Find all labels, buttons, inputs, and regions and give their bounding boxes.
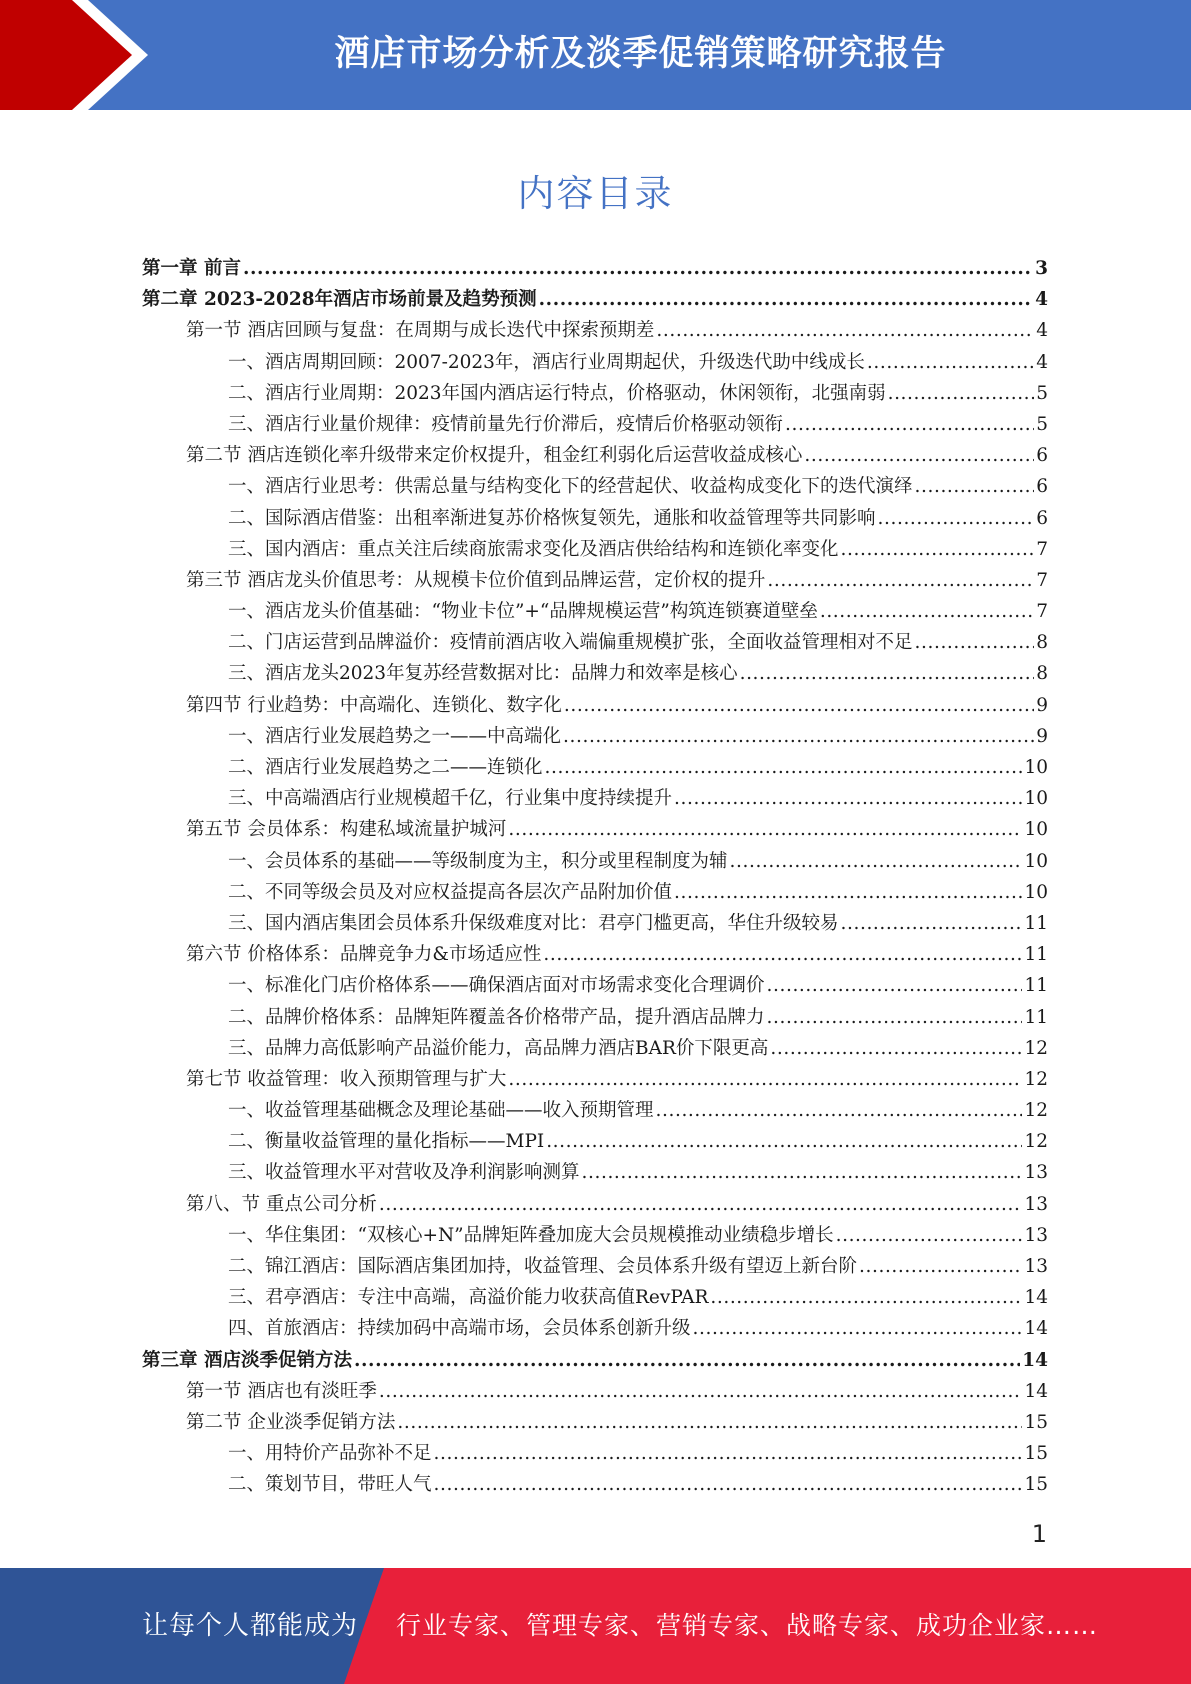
toc-entry-page: 13 — [1024, 1193, 1048, 1215]
toc-entry-page: 13 — [1024, 1256, 1048, 1277]
toc-entry-page: 10 — [1024, 881, 1048, 903]
toc-entry-title: 二、策划节目，带旺人气 — [228, 1474, 432, 1496]
toc-entry[interactable] — [142, 1314, 1048, 1345]
dot-leader — [674, 788, 1022, 809]
dot-leader — [508, 1069, 1022, 1090]
toc-entry-title: 三、酒店行业量价规律：疫情前量先行价滞后，疫情后价格驱动领衔 — [228, 413, 784, 435]
toc-heading: 内容目录 — [517, 172, 674, 215]
toc-entry-title: 二、衡量收益管理的量化指标——MPI — [228, 1131, 545, 1153]
toc-entry[interactable] — [142, 285, 1048, 316]
footer-slogan-left: 让每个人都能成为 — [142, 1611, 359, 1641]
toc-entry-page: 7 — [1036, 538, 1048, 560]
toc-entry-title: 第一节 酒店回顾与复盘：在周期与成长迭代中探索预期差 — [186, 320, 655, 342]
toc-entry-page: 11 — [1024, 1006, 1048, 1028]
toc-entry-page: 15 — [1024, 1411, 1048, 1433]
arrow-decoration-icon — [0, 0, 160, 110]
toc-entry[interactable] — [142, 410, 1048, 441]
toc-entry[interactable] — [142, 348, 1048, 379]
toc-entry-page: 12 — [1024, 1037, 1048, 1059]
toc-entry-page: 5 — [1036, 413, 1048, 435]
toc-entry[interactable] — [142, 441, 1048, 472]
toc-entry-title: 二、国际酒店借鉴：出租率渐进复苏价格恢复领先，通胀和收益管理等共同影响 — [228, 507, 876, 529]
toc-entry-page: 10 — [1024, 788, 1048, 810]
dot-leader — [508, 819, 1022, 840]
dot-leader — [563, 726, 1034, 747]
dot-leader — [888, 383, 1035, 404]
toc-entry[interactable] — [142, 1470, 1048, 1501]
toc-entry-page: 12 — [1024, 1068, 1048, 1090]
toc-entry[interactable] — [142, 753, 1048, 784]
toc-entry-page: 12 — [1024, 1100, 1048, 1122]
toc-entry-title: 三、酒店龙头2023年复苏经营数据对比：品牌力和效率是核心 — [228, 663, 738, 685]
toc-entry-title: 一、酒店龙头价值基础：“物业卡位”+“品牌规模运营”构筑连锁赛道壁垒 — [228, 601, 818, 623]
toc-entry[interactable] — [142, 1439, 1048, 1470]
toc-entry[interactable] — [142, 659, 1048, 690]
toc-entry[interactable] — [142, 504, 1048, 535]
toc-entry[interactable] — [142, 1408, 1048, 1439]
footer-banner — [0, 1568, 1191, 1684]
toc-entry-title: 第二节 企业淡季促销方法 — [186, 1411, 396, 1433]
toc-entry-title: 三、君亭酒店：专注中高端，高溢价能力收获高值RevPAR — [228, 1287, 709, 1309]
toc-entry-page: 13 — [1024, 1224, 1048, 1246]
toc-entry-page: 3 — [1035, 258, 1048, 279]
dot-leader — [915, 632, 1035, 653]
toc-entry[interactable] — [142, 1283, 1048, 1314]
toc-entry-title: 二、酒店行业周期：2023年国内酒店运行特点，价格驱动，休闲领衔，北强南弱 — [228, 382, 886, 404]
toc-entry-title: 一、收益管理基础概念及理论基础——收入预期管理 — [228, 1100, 654, 1122]
toc-entry-page: 7 — [1036, 569, 1048, 591]
toc-entry-page: 14 — [1022, 1349, 1048, 1371]
toc-entry-page: 13 — [1024, 1162, 1048, 1184]
toc-entry-title: 三、国内酒店：重点关注后续商旅需求变化及酒店供给结构和连锁化率变化 — [228, 538, 839, 560]
toc-entry-title: 二、不同等级会员及对应权益提高各层次产品附加价值 — [228, 881, 673, 903]
toc-entry-title: 第二章 2023-2028年酒店市场前景及趋势预测 — [142, 289, 537, 311]
report-title: 酒店市场分析及淡季促销策略研究报告 — [334, 34, 947, 74]
toc-entry-title: 第四节 行业趋势：中高端化、连锁化、数字化 — [186, 694, 562, 716]
toc-entry[interactable] — [142, 1190, 1048, 1221]
toc-entry-title: 第七节 收益管理：收入预期管理与扩大 — [186, 1068, 507, 1090]
dot-leader — [804, 445, 1034, 466]
toc-entry-page: 6 — [1036, 507, 1048, 529]
dot-leader — [915, 476, 1035, 497]
toc-entry[interactable] — [142, 316, 1048, 347]
toc-entry[interactable] — [142, 1034, 1048, 1065]
toc-entry-page: 6 — [1036, 476, 1048, 498]
toc-entry-title: 二、品牌价格体系：品牌矩阵覆盖各价格带产品，提升酒店品牌力 — [228, 1006, 765, 1028]
toc-entry[interactable] — [142, 1221, 1048, 1252]
dot-leader — [770, 1038, 1022, 1059]
toc-entry-title: 第三节 酒店龙头价值思考：从规模卡位价值到品牌运营，定价权的提升 — [186, 569, 766, 591]
toc-entry[interactable] — [142, 379, 1048, 410]
dot-leader — [354, 1350, 1020, 1371]
dot-leader — [693, 1318, 1023, 1339]
toc-entry-title: 二、酒店行业发展趋势之二——连锁化 — [228, 757, 543, 778]
toc-entry[interactable] — [142, 878, 1048, 909]
toc-entry[interactable] — [142, 628, 1048, 659]
toc-entry-title: 第一章 前言 — [142, 258, 241, 279]
dot-leader — [543, 944, 1022, 965]
dot-leader — [867, 352, 1034, 373]
toc-entry-title: 三、品牌力高低影响产品溢价能力，高品牌力酒店BAR价下限更高 — [228, 1037, 769, 1059]
toc-entry-page: 7 — [1036, 601, 1048, 623]
dot-leader — [434, 1443, 1023, 1464]
toc-entry-title: 第五节 会员体系：构建私域流量护城河 — [186, 819, 507, 841]
dot-leader — [434, 1474, 1023, 1495]
toc-entry[interactable] — [142, 784, 1048, 815]
toc-entry-title: 一、会员体系的基础——等级制度为主，积分或里程制度为辅 — [228, 850, 728, 872]
page-number: 1 — [1031, 1520, 1047, 1548]
toc-entry-title: 二、锦江酒店：国际酒店集团加持，收益管理、会员体系升级有望迈上新台阶 — [228, 1256, 858, 1277]
toc-entry[interactable] — [142, 1158, 1048, 1189]
toc-entry-page: 10 — [1024, 819, 1048, 841]
dot-leader — [379, 1381, 1023, 1402]
toc-entry[interactable] — [142, 722, 1048, 753]
toc-entry-page: 9 — [1036, 694, 1048, 716]
dot-leader — [878, 508, 1035, 529]
dot-leader — [243, 258, 1033, 279]
toc-entry[interactable] — [142, 566, 1048, 597]
toc-entry-page: 14 — [1024, 1287, 1048, 1309]
toc-entry-title: 一、用特价产品弥补不足 — [228, 1443, 432, 1465]
dot-leader — [397, 1412, 1022, 1433]
toc-entry-page: 8 — [1036, 663, 1048, 685]
toc-entry-title: 二、门店运营到品牌溢价：疫情前酒店收入端偏重规模扩张，全面收益管理相对不足 — [228, 632, 913, 654]
dot-leader — [546, 1131, 1022, 1152]
toc-entry[interactable] — [142, 535, 1048, 566]
toc-entry-title: 第六节 价格体系：品牌竞争力&市场适应性 — [186, 944, 542, 966]
toc-entry-page: 4 — [1035, 289, 1048, 311]
toc-entry-title: 一、酒店周期回顾：2007-2023年，酒店行业周期起伏，升级迭代助中线成长 — [228, 351, 865, 373]
dot-leader — [785, 414, 1034, 435]
dot-leader — [564, 695, 1034, 716]
toc-entry-page: 8 — [1036, 632, 1048, 654]
dot-leader — [767, 1007, 1023, 1028]
toc-entry[interactable] — [142, 472, 1048, 503]
toc-entry[interactable] — [142, 597, 1048, 628]
toc-entry-page: 4 — [1036, 320, 1048, 342]
toc-entry[interactable] — [142, 1346, 1048, 1377]
toc-entry[interactable] — [142, 940, 1048, 971]
dot-leader — [820, 601, 1034, 622]
toc-entry-page: 10 — [1024, 757, 1048, 778]
toc-entry-page: 11 — [1024, 975, 1048, 997]
toc-entry-title: 第三章 酒店淡季促销方法 — [142, 1349, 352, 1371]
dot-leader — [740, 663, 1035, 684]
dot-leader — [674, 882, 1022, 903]
toc-entry-title: 一、酒店行业发展趋势之一——中高端化 — [228, 725, 562, 747]
toc-entry-page: 11 — [1024, 944, 1048, 966]
toc-entry-title: 第一节 酒店也有淡旺季 — [186, 1380, 377, 1402]
dot-leader — [379, 1194, 1023, 1215]
toc-entry-title: 一、标准化门店价格体系——确保酒店面对市场需求变化合理调价 — [228, 975, 765, 997]
dot-leader — [545, 757, 1023, 778]
toc-entry-page: 9 — [1036, 725, 1048, 747]
toc-entry-title: 第八、节 重点公司分析 — [186, 1193, 377, 1215]
toc-entry[interactable] — [142, 1252, 1048, 1283]
toc-entry-page: 14 — [1024, 1380, 1048, 1402]
dot-leader — [730, 851, 1023, 872]
toc-entry-title: 第二节 酒店连锁化率升级带来定价权提升，租金红利弱化后运营收益成核心 — [186, 445, 803, 467]
toc-entry-title: 三、收益管理水平对营收及净利润影响测算 — [228, 1162, 580, 1184]
dot-leader — [836, 1225, 1023, 1246]
toc-entry[interactable] — [142, 1003, 1048, 1034]
toc-entry[interactable] — [142, 1377, 1048, 1408]
dot-leader — [767, 975, 1023, 996]
table-of-contents — [142, 254, 1048, 1502]
toc-entry-title: 一、华住集团：“双核心+N”品牌矩阵叠加庞大会员规模推动业绩稳步增长 — [228, 1224, 834, 1246]
toc-entry[interactable] — [142, 1096, 1048, 1127]
header-banner — [0, 0, 1191, 110]
dot-leader — [767, 570, 1034, 591]
footer-slogan-right: 行业专家、管理专家、营销专家、战略专家、成功企业家…… — [396, 1611, 1099, 1640]
toc-entry[interactable] — [142, 691, 1048, 722]
toc-entry-page: 10 — [1024, 850, 1048, 872]
toc-entry-title: 四、首旅酒店：持续加码中高端市场，会员体系创新升级 — [228, 1318, 691, 1340]
dot-leader — [656, 1100, 1023, 1121]
toc-entry-title: 一、酒店行业思考：供需总量与结构变化下的经营起伏、收益构成变化下的迭代演绎 — [228, 476, 913, 498]
toc-entry[interactable] — [142, 971, 1048, 1002]
toc-entry[interactable] — [142, 847, 1048, 878]
toc-entry[interactable] — [142, 909, 1048, 940]
dot-leader — [582, 1162, 1023, 1183]
toc-entry-page: 15 — [1024, 1443, 1048, 1465]
toc-entry-page: 12 — [1024, 1131, 1048, 1153]
dot-leader — [859, 1256, 1022, 1277]
toc-entry-page: 14 — [1024, 1318, 1048, 1340]
dot-leader — [710, 1287, 1022, 1308]
toc-entry[interactable] — [142, 1065, 1048, 1096]
toc-entry-page: 4 — [1036, 351, 1048, 373]
dot-leader — [841, 539, 1035, 560]
toc-entry[interactable] — [142, 815, 1048, 846]
toc-entry-title: 三、中高端酒店行业规模超千亿，行业集中度持续提升 — [228, 788, 673, 810]
toc-entry-page: 5 — [1036, 382, 1048, 404]
dot-leader — [539, 289, 1034, 310]
toc-entry-page: 11 — [1024, 912, 1048, 934]
toc-entry[interactable] — [142, 254, 1048, 285]
toc-entry-page: 15 — [1024, 1474, 1048, 1496]
dot-leader — [841, 913, 1023, 934]
toc-entry[interactable] — [142, 1127, 1048, 1158]
toc-entry-page: 6 — [1036, 445, 1048, 467]
toc-entry-title: 三、国内酒店集团会员体系升保级难度对比：君亭门槛更高，华住升级较易 — [228, 912, 839, 934]
dot-leader — [656, 320, 1034, 341]
